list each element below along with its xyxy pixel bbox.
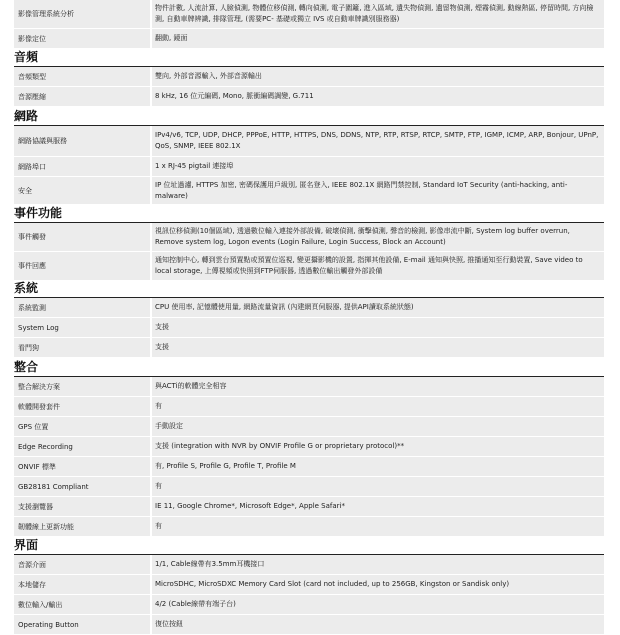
spec-row (14, 157, 604, 177)
section-heading-system: 系統 (14, 281, 604, 298)
spec-label: 影像定位 (14, 29, 152, 48)
spec-row (14, 437, 604, 457)
spec-value: 物件計數, 人流計算, 人臉偵測, 物體位移偵測, 轉向偵測, 電子圍籬, 進入區域, 遺失物偵測, 遺留物偵測, 煙霧偵測, 動線熱區, 停留時間, 方向檢測, 自動車牌辨識, 排隊管理, (需要PC- 基礎或獨立 IVS 或自動車牌識別服務器) (152, 0, 604, 28)
spec-row (14, 29, 604, 49)
spec-value: 視訊位移偵測(10個區域), 透過數位輸入連接外部設備, 破壞偵測, 衝擊偵測, 聲音的檢測, 影像串流中斷, System log buffer overrun, Remove system log, Logon events (Login Failure, Login Success, Block an Account) (152, 223, 604, 251)
spec-label: 本地儲存 (14, 575, 152, 594)
spec-row (14, 223, 604, 252)
spec-row (14, 477, 604, 497)
spec-value: 支援 (152, 338, 604, 357)
spec-row (14, 87, 604, 107)
spec-value: MicroSDHC, MicroSDXC Memory Card Slot (card not included, up to 256GB, Kingston or Sandisk only) (152, 575, 604, 594)
section-heading-integration: 整合 (14, 358, 604, 377)
spec-value: 4/2 (Cable線帶有端子台) (152, 595, 604, 614)
spec-label: System Log (14, 318, 152, 337)
spec-row (14, 0, 604, 29)
spec-row (14, 298, 604, 318)
spec-label: ONVIF 標準 (14, 457, 152, 476)
spec-value: 支援 (integration with NVR by ONVIF Profile G or proprietary protocol)** (152, 437, 604, 456)
spec-value: 與ACTi的軟體完全相容 (152, 377, 604, 396)
spec-label: 看門狗 (14, 338, 152, 357)
spec-row (14, 318, 604, 338)
spec-label: 網路埠口 (14, 157, 152, 176)
spec-value: CPU 使用率, 記憶體使用量, 網路流量資訊 (內建網頁伺服器, 提供API讀取系統狀態) (152, 298, 604, 317)
spec-label: 音源介面 (14, 555, 152, 574)
spec-value: 雙向, 外部音源輸入, 外部音源輸出 (152, 67, 604, 86)
spec-label: 系統監測 (14, 298, 152, 317)
section-heading-audio: 音頻 (14, 49, 604, 67)
spec-row (14, 177, 604, 205)
spec-label: Edge Recording (14, 437, 152, 456)
spec-value: IPv4/v6, TCP, UDP, DHCP, PPPoE, HTTP, HTTPS, DNS, DDNS, NTP, RTP, RTSP, RTCP, SMTP, FTP, IGMP, ICMP, ARP, Bonjour, UPnP, QoS, SNMP, IEEE 802.1X (152, 126, 604, 156)
spec-value: 復位按鈕 (152, 615, 604, 634)
spec-row (14, 377, 604, 397)
spec-label: 音源壓縮 (14, 87, 152, 106)
section-heading-events: 事件功能 (14, 205, 604, 223)
spec-row (14, 417, 604, 437)
spec-label: 網路協議與服務 (14, 126, 152, 156)
spec-row (14, 555, 604, 575)
spec-label: 整合解決方案 (14, 377, 152, 396)
spec-label: 影像管理系統分析 (14, 0, 152, 28)
spec-row (14, 497, 604, 517)
spec-label: 軟體開發套件 (14, 397, 152, 416)
spec-row (14, 517, 604, 537)
spec-value: IP 位址過濾, HTTPS 加密, 密碼保護用戶級別, 匿名登入, IEEE 802.1X 網路門禁控制, Standard IoT Security (anti-hacking, anti-malware) (152, 177, 604, 204)
spec-row (14, 338, 604, 358)
spec-value: 手動設定 (152, 417, 604, 436)
spec-label: 音頻類型 (14, 67, 152, 86)
section-heading-interface: 界面 (14, 537, 604, 555)
spec-label: GB28181 Compliant (14, 477, 152, 496)
spec-value: 8 kHz, 16 位元編碼, Mono, 脈衝編碼調變, G.711 (152, 87, 604, 106)
spec-label: 韌體線上更新功能 (14, 517, 152, 536)
section-heading-network: 網路 (14, 107, 604, 126)
spec-value: IE 11, Google Chrome*, Microsoft Edge*, Apple Safari* (152, 497, 604, 516)
spec-label: 支援瀏覽器 (14, 497, 152, 516)
spec-label: 數位輸入/輸出 (14, 595, 152, 614)
spec-label: 事件回應 (14, 252, 152, 280)
spec-value: 1/1, Cable線帶有3.5mm耳機接口 (152, 555, 604, 574)
spec-row (14, 575, 604, 595)
spec-value: 有, Profile S, Profile G, Profile T, Profile M (152, 457, 604, 476)
spec-label: Operating Button (14, 615, 152, 634)
spec-row (14, 126, 604, 157)
spec-row (14, 615, 604, 635)
spec-value: 翻動, 鏡面 (152, 29, 604, 48)
spec-label: 事件觸發 (14, 223, 152, 251)
spec-label: GPS 位置 (14, 417, 152, 436)
spec-row (14, 67, 604, 87)
spec-value: 有 (152, 517, 604, 536)
spec-value: 有 (152, 477, 604, 496)
spec-value: 通知控制中心, 轉到雲台預置點或預置位巡視, 變更攝影機的設置, 指揮其他設備, E-mail 通知與快照, 推播通知至行動裝置, Save video to local storage, 上傳視頻或快照到FTP伺服器, 透過數位輸出觸發外部設備 (152, 252, 604, 280)
spec-row (14, 397, 604, 417)
spec-row (14, 457, 604, 477)
spec-value: 1 x RJ-45 pigtail 連接埠 (152, 157, 604, 176)
spec-value: 支援 (152, 318, 604, 337)
spec-row (14, 595, 604, 615)
spec-value: 有 (152, 397, 604, 416)
spec-table (14, 0, 604, 635)
spec-label: 安全 (14, 177, 152, 204)
spec-row (14, 252, 604, 281)
